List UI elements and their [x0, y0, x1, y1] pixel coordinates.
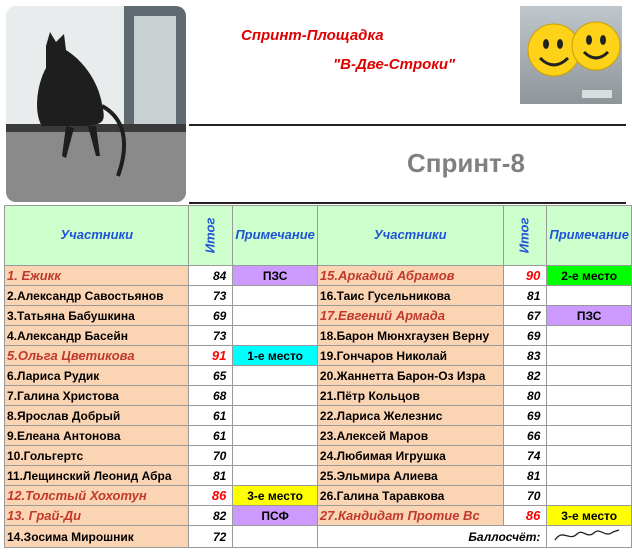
participant-name: 15.Аркадий Абрамов: [317, 266, 503, 286]
participant-note: ПЗС: [233, 266, 318, 286]
participant-note: [233, 406, 318, 426]
table-row: [5, 466, 632, 486]
participant-score: 61: [189, 426, 233, 446]
cat-photo: [6, 6, 186, 202]
participant-name: 13. Грай-Ди: [5, 506, 189, 526]
participant-score: 86: [503, 506, 547, 526]
table-row: [5, 326, 632, 346]
participant-name: 2.Александр Савостьянов: [5, 286, 189, 306]
table-row: [5, 306, 632, 326]
participant-score: 81: [189, 466, 233, 486]
participant-note: [233, 386, 318, 406]
title-line-1: Спринт-Площадка: [241, 27, 384, 44]
col-participants-right: Участники: [317, 206, 503, 266]
participant-score: 72: [189, 526, 233, 548]
participant-note: [547, 366, 632, 386]
table-header-row: [5, 206, 632, 266]
participant-name: 17.Евгений Армада: [317, 306, 503, 326]
participant-note: [547, 446, 632, 466]
participant-note: [547, 486, 632, 506]
participant-name: 10.Гольгертс: [5, 446, 189, 466]
participant-name: 14.Зосима Мирошник: [5, 526, 189, 548]
participant-name: 27.Кандидат Протие Вс: [317, 506, 503, 526]
participant-note: [233, 446, 318, 466]
participant-note: [547, 406, 632, 426]
participant-score: 66: [503, 426, 547, 446]
participant-name: 8.Ярослав Добрый: [5, 406, 189, 426]
participant-name: 1. Ежикк: [5, 266, 189, 286]
participant-note: [233, 466, 318, 486]
participant-note: [547, 326, 632, 346]
participant-note: [547, 386, 632, 406]
sprint-title: Спринт-8: [407, 148, 525, 178]
balls-label: Баллосчёт:: [317, 526, 546, 548]
divider-bottom: [189, 202, 626, 204]
participant-note: [547, 346, 632, 366]
participant-note: [233, 306, 318, 326]
participant-score: 74: [503, 446, 547, 466]
participant-name: 7.Галина Христова: [5, 386, 189, 406]
participant-note: 1-е место: [233, 346, 318, 366]
table-row: [5, 486, 632, 506]
col-total-right: Итог: [503, 206, 547, 266]
participant-name: 11.Лещинский Леонид Абра: [5, 466, 189, 486]
participant-note: [547, 426, 632, 446]
col-participants-left: Участники: [5, 206, 189, 266]
table-row: [5, 386, 632, 406]
participant-score: 82: [503, 366, 547, 386]
participant-score: 65: [189, 366, 233, 386]
table-row: [5, 286, 632, 306]
participant-score: 69: [189, 306, 233, 326]
participant-score: 70: [503, 486, 547, 506]
participant-score: 69: [503, 406, 547, 426]
participant-note: [233, 326, 318, 346]
col-note-right: Примечание: [547, 206, 632, 266]
results-table: [4, 205, 632, 548]
participant-name: 18.Барон Мюнхгаузен Верну: [317, 326, 503, 346]
participant-name: 22.Лариса Железнис: [317, 406, 503, 426]
table-row: [5, 506, 632, 526]
divider-top: [189, 124, 626, 126]
participant-score: 73: [189, 286, 233, 306]
participant-name: 25.Эльмира Алиева: [317, 466, 503, 486]
col-total-left: Итог: [189, 206, 233, 266]
table-row: [5, 426, 632, 446]
participant-note: 2-е место: [547, 266, 632, 286]
smiley-photo: [520, 6, 622, 104]
participant-note: ПЗС: [547, 306, 632, 326]
table-row: [5, 526, 632, 548]
participant-name: 4.Александр Басейн: [5, 326, 189, 346]
participant-note: [233, 526, 318, 548]
participant-name: 23.Алексей Маров: [317, 426, 503, 446]
participant-score: 83: [503, 346, 547, 366]
participant-score: 69: [503, 326, 547, 346]
participant-name: 21.Пётр Кольцов: [317, 386, 503, 406]
participant-name: 24.Любимая Игрушка: [317, 446, 503, 466]
participant-name: 20.Жаннетта Барон-Оз Изра: [317, 366, 503, 386]
participant-name: 9.Елеана Антонова: [5, 426, 189, 446]
participant-note: 3-е место: [547, 506, 632, 526]
participant-note: [547, 466, 632, 486]
participant-score: 84: [189, 266, 233, 286]
participant-note: [547, 286, 632, 306]
participant-note: [233, 426, 318, 446]
participant-name: 12.Толстый Хохотун: [5, 486, 189, 506]
participant-score: 80: [503, 386, 547, 406]
participant-score: 91: [189, 346, 233, 366]
title-line-2: "В-Две-Строки": [333, 56, 456, 73]
col-note-left: Примечание: [233, 206, 318, 266]
table-row: [5, 366, 632, 386]
table-row: [5, 406, 632, 426]
participant-score: 81: [503, 286, 547, 306]
table-row: [5, 266, 632, 286]
participant-note: [233, 286, 318, 306]
signature: [547, 526, 632, 548]
participant-name: 26.Галина Таравкова: [317, 486, 503, 506]
participant-score: 68: [189, 386, 233, 406]
participant-score: 82: [189, 506, 233, 526]
participant-score: 61: [189, 406, 233, 426]
participant-score: 67: [503, 306, 547, 326]
participant-score: 81: [503, 466, 547, 486]
participant-score: 90: [503, 266, 547, 286]
table-row: [5, 346, 632, 366]
participant-name: 5.Ольга Цветикова: [5, 346, 189, 366]
participant-note: ПСФ: [233, 506, 318, 526]
participant-score: 73: [189, 326, 233, 346]
participant-name: 16.Таис Гусельникова: [317, 286, 503, 306]
participant-name: 3.Татьяна Бабушкина: [5, 306, 189, 326]
table-row: [5, 446, 632, 466]
participant-score: 86: [189, 486, 233, 506]
participant-score: 70: [189, 446, 233, 466]
participant-note: 3-е место: [233, 486, 318, 506]
participant-name: 19.Гончаров Николай: [317, 346, 503, 366]
participant-name: 6.Лариса Рудик: [5, 366, 189, 386]
participant-note: [233, 366, 318, 386]
